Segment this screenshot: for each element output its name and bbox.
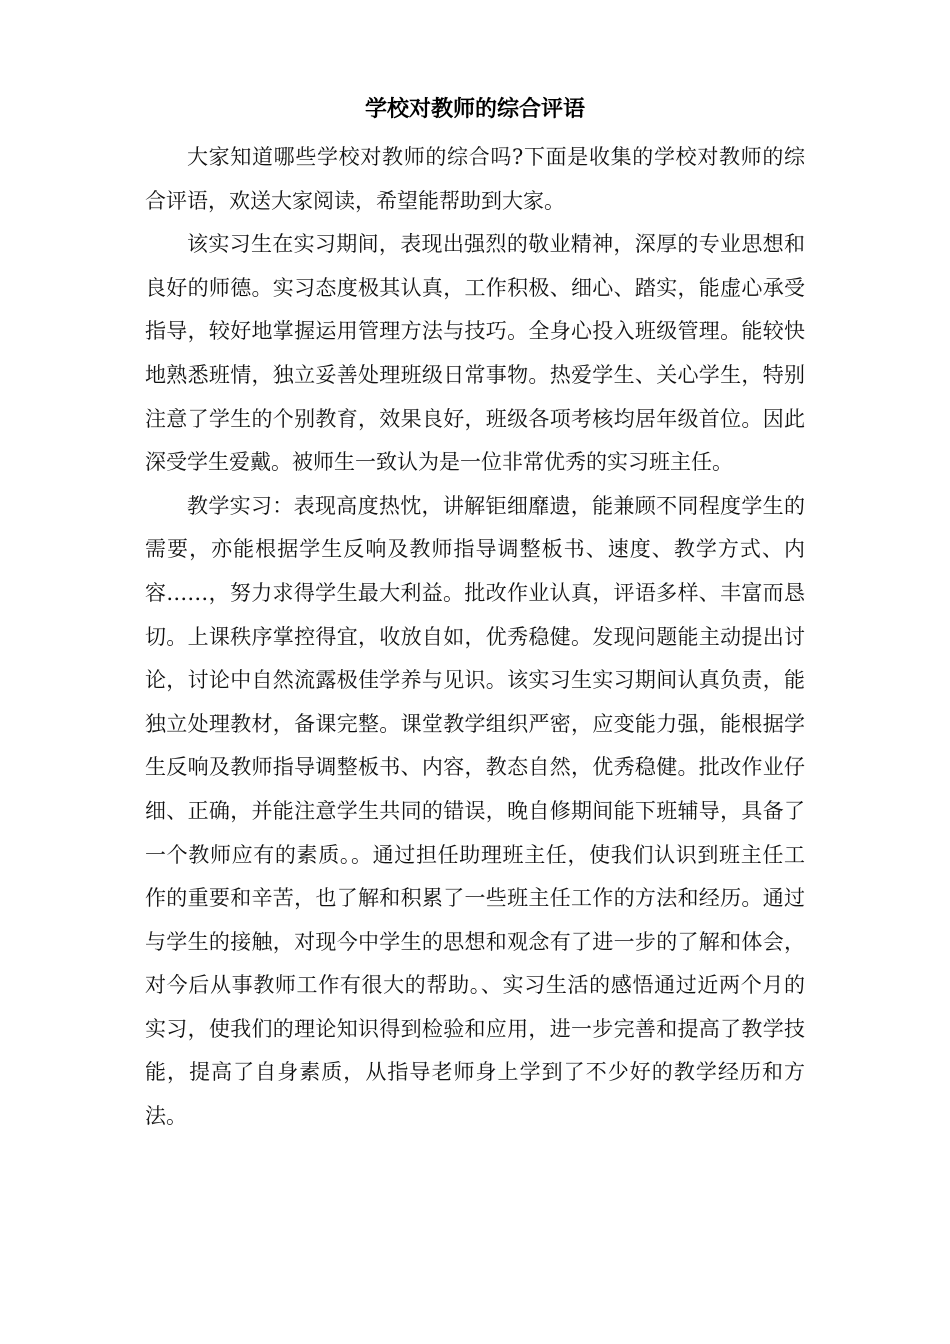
paragraph-internship-evaluation: 该实习生在实习期间，表现出强烈的敬业精神，深厚的专业思想和良好的师德。实习态度极其认真，工作积极、细心、踏实，能虚心承受指导，较好地掌握运用管理方法与技巧。全身心投入班级管理。能较快地熟悉班情，独立妥善处理班级日常事物。热爱学生、关心学生，特别注意了学生的个别教育，效果良好，班级各项考核均居年级首位。因此深受学生爱戴。被师生一致认为是一位非常优秀的实习班主任。 (145, 232, 805, 475)
document-title: 学校对教师的综合评语 (364, 97, 585, 122)
document-body (145, 136, 805, 1139)
paragraph-teaching-practice: 教学实习：表现高度热忱，讲解钜细靡遗，能兼顾不同程度学生的需要，亦能根据学生反响及教师指导调整板书、速度、教学方式、内容……，努力求得学生最大利益。批改作业认真，评语多样、丰富而恳切。上课秩序掌控得宜，收放自如，优秀稳健。发现问题能主动提出讨论，讨论中自然流露极佳学养与见识。该实习生实习期间认真负责，能独立处理教材，备课完整。课堂教学组织严密，应变能力强，能根据学生反响及教师指导调整板书、内容，教态自然，优秀稳健。批改作业仔细、正确，并能注意学生共同的错误，晚自修期间能下班辅导，具备了一个教师应有的素质。。通过担任助理班主任，使我们认识到班主任工作的重要和辛苦，也了解和积累了一些班主任工作的方法和经历。通过与学生的接触，对现今中学生的思想和观念有了进一步的了解和体会，对今后从事教师工作有很大的帮助。、实习生活的感悟通过近两个月的实习，使我们的理论知识得到检验和应用，进一步完善和提高了教学技能，提高了自身素质，从指导老师身上学到了不少好的教学经历和方法。 (145, 493, 805, 1129)
paragraph-intro: 大家知道哪些学校对教师的综合吗?下面是收集的学校对教师的综合评语，欢送大家阅读，希望能帮助到大家。 (145, 145, 805, 213)
